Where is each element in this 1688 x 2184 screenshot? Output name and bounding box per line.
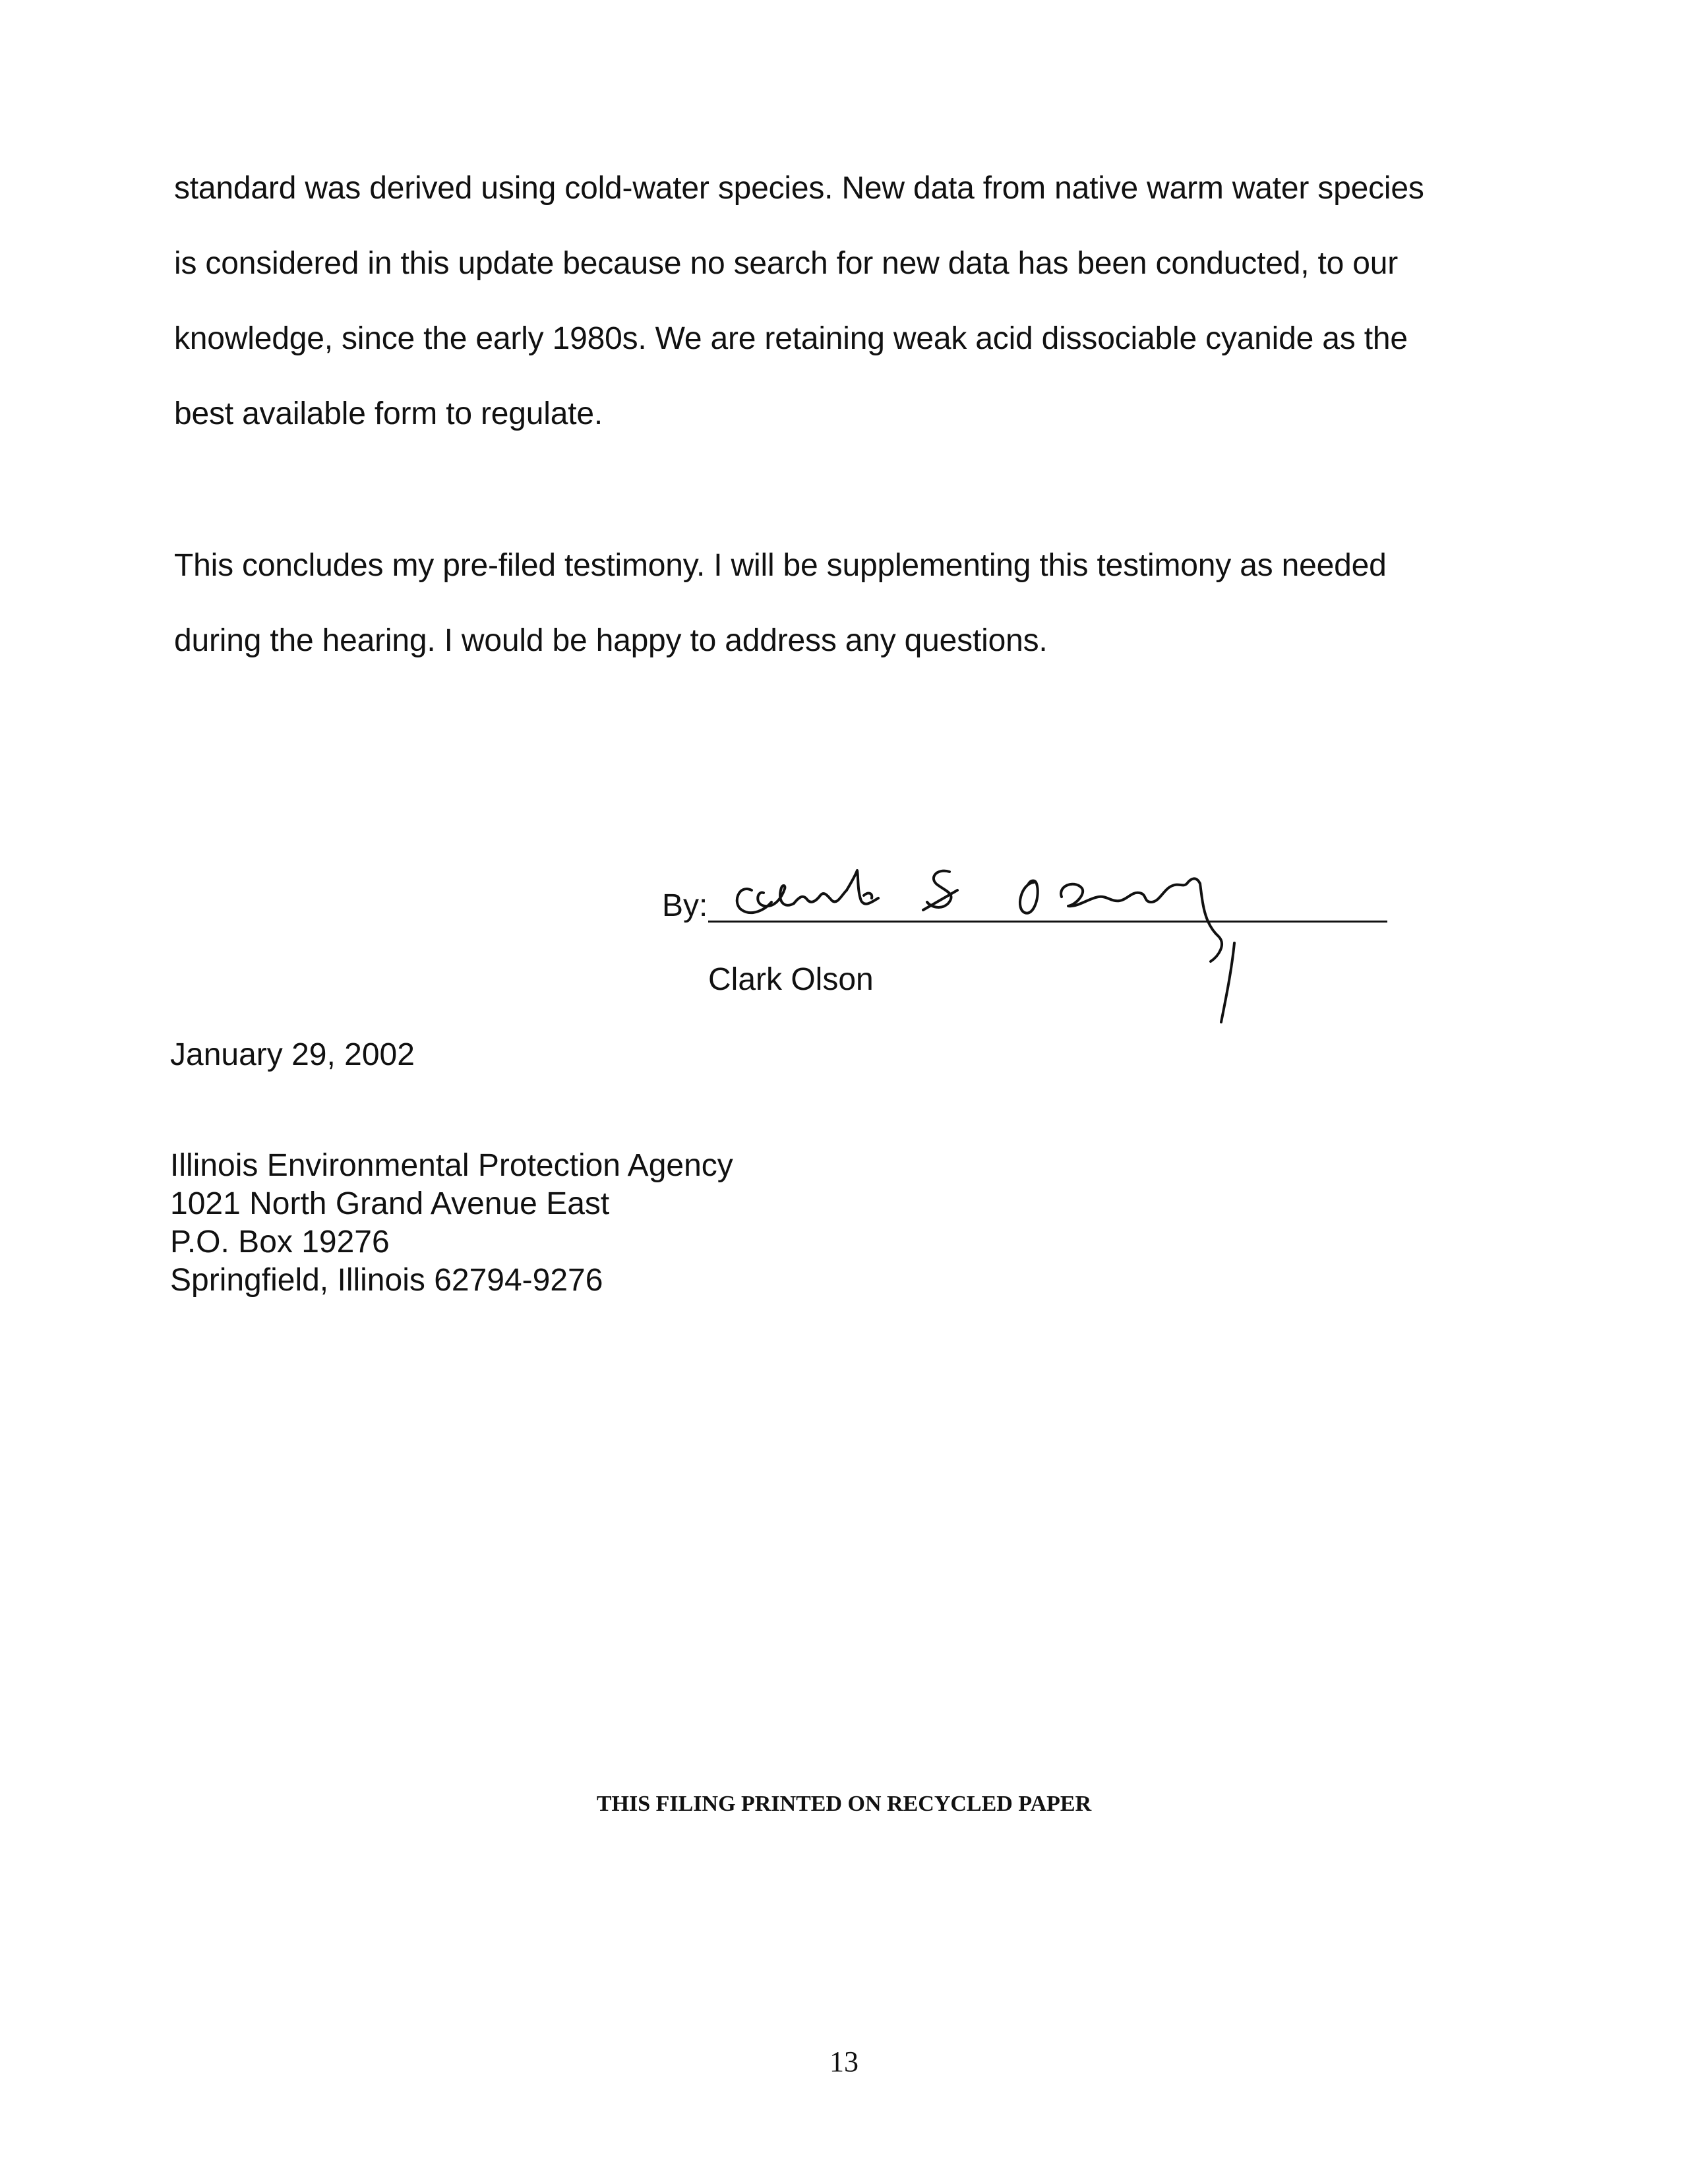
- signer-name: Clark Olson: [708, 962, 874, 997]
- address-line-3: P.O. Box 19276: [170, 1225, 390, 1259]
- address-line-4: Springfield, Illinois 62794-9276: [170, 1263, 603, 1298]
- paragraph-1-line-2: is considered in this update because no search for new data has been conducted, to our: [174, 246, 1399, 281]
- page-number: 13: [829, 2046, 859, 2078]
- recycled-paper-note: THIS FILING PRINTED ON RECYCLED PAPER: [596, 1792, 1092, 1816]
- document-date: January 29, 2002: [170, 1037, 415, 1072]
- handwritten-signature: [725, 864, 1266, 1029]
- paragraph-1-line-1: standard was derived using cold-water species. New data from native warm water species: [174, 171, 1424, 206]
- paragraph-2-line-2: during the hearing. I would be happy to address any questions.: [174, 623, 1048, 658]
- address-line-2: 1021 North Grand Avenue East: [170, 1186, 610, 1221]
- paragraph-1-line-3: knowledge, since the early 1980s. We are retaining weak acid dissociable cyanide as the: [174, 321, 1408, 356]
- paragraph-2-line-1: This concludes my pre-filed testimony. I will be supplementing this testimony as needed: [174, 548, 1387, 583]
- by-label: By:: [662, 888, 708, 923]
- address-line-1: Illinois Environmental Protection Agency: [170, 1148, 733, 1183]
- paragraph-1-line-4: best available form to regulate.: [174, 396, 603, 431]
